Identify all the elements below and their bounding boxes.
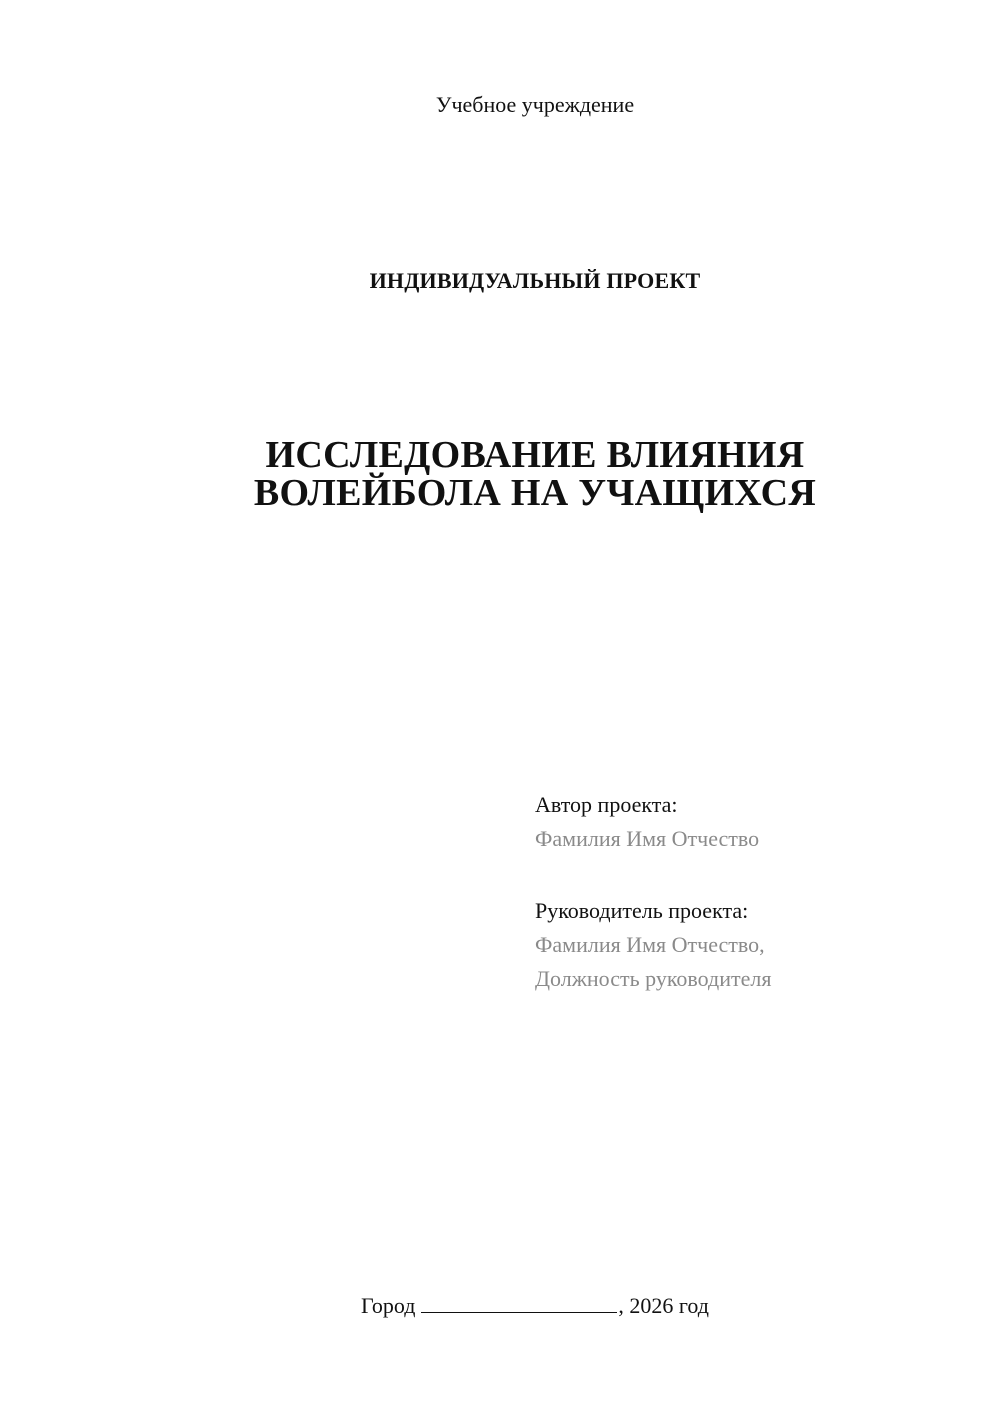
city-blank-line	[421, 1292, 617, 1313]
institution-name: Учебное учреждение	[435, 92, 635, 117]
supervisor-label: Руководитель проекта:	[535, 898, 749, 923]
author-label: Автор проекта:	[535, 792, 678, 817]
supervisor-name-placeholder: Фамилия Имя Отчество,	[535, 932, 765, 957]
document-type: ИНДИВИДУАЛЬНЫЙ ПРОЕКТ	[369, 268, 701, 293]
project-title-line-2: ВОЛЕЙБОЛА НА УЧАЩИХСЯ	[253, 472, 817, 514]
project-title	[0, 436, 1000, 512]
info-spacer	[535, 856, 975, 894]
supervisor-position-placeholder: Должность руководителя	[535, 966, 772, 991]
city-label: Город	[361, 1293, 416, 1318]
author-name-placeholder: Фамилия Имя Отчество	[535, 826, 760, 851]
year-text: , 2026 год	[618, 1293, 709, 1318]
project-title-line-1: ИССЛЕДОВАНИЕ ВЛИЯНИЯ	[265, 434, 805, 476]
project-info-block	[535, 788, 975, 996]
city-year-line	[0, 1292, 1000, 1319]
